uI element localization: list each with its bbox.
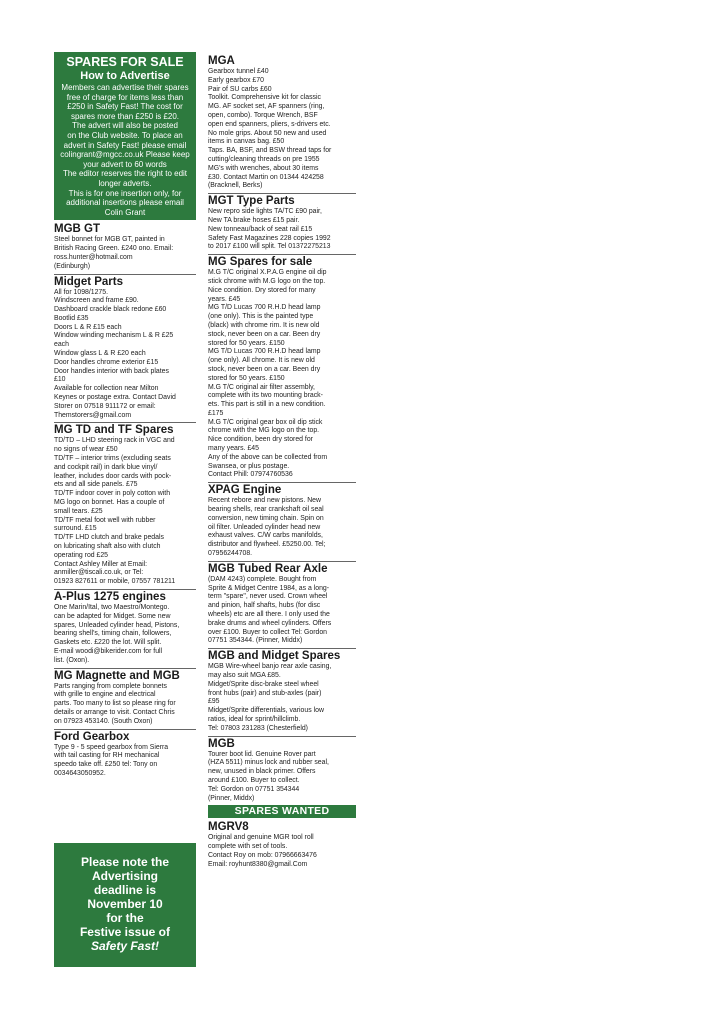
text-line: Storer on 07518 911172 or email: — [54, 402, 156, 410]
text-line: Tel: 07803 231283 (Chesterfield) — [208, 724, 308, 732]
text-line: over £100. Buyer to collect Tel: Gordon — [208, 628, 327, 636]
text-line: and cockpit rail) in dark blue vinyl/ — [54, 463, 158, 471]
text-line: All for 1098/1275. — [54, 288, 109, 296]
text-line: open, combo). Torque Wrench, BSF — [208, 111, 318, 119]
deadline-italic: Safety Fast! — [90, 939, 160, 953]
text-line: anmiller@tiscali.co.uk, or Tel: — [54, 569, 144, 577]
text-line: wheels) etc are all there. I only used the — [208, 611, 330, 619]
text-line: 01923 827611 or mobile, 07557 781211 — [54, 578, 176, 586]
text-line: bearing shells, rear crankshaft oil seal — [208, 506, 324, 514]
listing-heading: MGB Tubed Rear Axle — [208, 561, 356, 576]
text-line: speedo take off. £250 tel: Tony on — [54, 761, 158, 769]
text-line: Gearbox tunnel £40 — [208, 68, 269, 75]
text-line: Door handles interior with back plates — [54, 367, 169, 375]
text-line: MG's with wrenches, about 30 items — [208, 164, 319, 172]
text-line: (one only). This is the painted type — [208, 313, 314, 321]
text-line: (Bracknell, Berks) — [208, 182, 263, 190]
text-line: brake drums and wheel cylinders. Offers — [208, 619, 332, 627]
listing-section — [208, 648, 356, 733]
listing-section — [208, 482, 356, 559]
text-line: complete with its two mounting brack- — [208, 392, 323, 400]
text-line: The advert will also be posted — [72, 121, 178, 131]
text-line: exhaust valves. C/W carbs manifolds, — [208, 532, 323, 540]
text-line: (Pinner, Middx) — [208, 794, 255, 802]
listing-body — [208, 497, 356, 559]
text-line: Please note the — [80, 855, 170, 869]
listing-body — [54, 744, 196, 779]
text-line: MG T/D Lucas 700 R.H.D head lamp — [208, 348, 321, 356]
text-line: list. (Oxon). — [54, 656, 90, 664]
listing-heading: MG Spares for sale — [208, 254, 356, 269]
listing-section — [208, 193, 356, 252]
text-line: Email: royhunt8380@gmail.Com — [208, 860, 308, 868]
text-line: Recent rebore and new pistons. New — [208, 497, 321, 505]
text-line: New TA brake hoses £15 pair. — [208, 216, 300, 224]
text-line: TD/TF LHD clutch and brake pedals — [54, 534, 164, 542]
text-line: MG logo on bonnet. Has a couple of — [54, 499, 165, 507]
listing-heading: Ford Gearbox — [54, 729, 196, 744]
text-line: surround. £15 — [54, 525, 97, 533]
text-line: Themstorers@gmail.com — [54, 411, 132, 419]
text-line: free of charge for items less than — [66, 92, 184, 102]
listing-body — [208, 208, 356, 252]
text-line: TD/TF metal foot well with rubber — [54, 516, 156, 524]
text-line: open end spanners, pliers, s-drivers etc. — [208, 120, 331, 128]
listing-heading: MG TD and TF Spares — [54, 422, 196, 437]
listing-body — [208, 576, 356, 646]
listing-section — [54, 422, 196, 587]
text-line: MG. AF socket set, AF spanners (ring, — [208, 103, 325, 111]
text-line: 07956244708. — [208, 550, 253, 558]
listing-section — [208, 254, 356, 480]
text-line: and pinion, half shafts, hubs (for disc — [208, 602, 321, 610]
text-line: bearing shell's, timing chain, followers, — [54, 630, 172, 638]
listing-section — [208, 736, 356, 804]
text-line: Doors L & R £15 each — [54, 323, 122, 331]
text-line: British Racing Green. £240 ono. Email: — [54, 245, 174, 253]
text-line: additional insertions please email — [66, 198, 184, 208]
text-line: stored for 50 years. £150 — [208, 374, 285, 382]
text-line: MGB Wire-wheel banjo rear axle casing, — [208, 663, 332, 671]
listing-heading: Midget Parts — [54, 274, 196, 289]
text-line: No mole grips. About 50 new and used — [208, 129, 327, 137]
text-line: items in canvas bag. £50 — [208, 138, 285, 146]
text-line: TD/TF – interior trims (excluding seats — [54, 455, 171, 463]
text-line: Type 9 - 5 speed gearbox from Sierra — [54, 743, 169, 751]
listing-heading: XPAG Engine — [208, 482, 356, 497]
text-line: deadline is — [93, 883, 157, 897]
text-line: Door handles chrome exterior £15 — [54, 358, 159, 366]
text-line: with grille to engine and electrical — [54, 691, 156, 699]
text-line: Bootlid £35 — [54, 314, 89, 322]
text-line: advert in Safety Fast! please email — [63, 140, 187, 150]
left-listings — [54, 222, 196, 778]
how-to-advertise-text — [57, 83, 193, 217]
text-line: new, unused in black primer. Offers — [208, 768, 316, 776]
text-line: M.G T/C original X.P.A.G engine oil dip — [208, 269, 327, 277]
wanted-text — [208, 834, 356, 869]
text-line: (black) with chrome rim. It is new old — [208, 321, 320, 329]
deadline-notice — [54, 843, 196, 967]
text-line: operating rod £25 — [54, 551, 109, 559]
text-line: Advertising — [91, 869, 158, 883]
text-line: term "spare", never used. Crown wheel — [208, 593, 328, 601]
listing-section — [54, 222, 196, 271]
text-line: no signs of wear £50 — [54, 446, 118, 454]
text-line: Taps. BA, BSF, and BSW thread taps for — [208, 147, 332, 155]
text-line: Available for collection near Milton — [54, 385, 159, 393]
text-line: Window glass L & R £20 each — [54, 350, 146, 358]
text-line: Pair of SU carbs £60 — [208, 85, 272, 93]
text-line: stock, never been on a car. Been dry — [208, 365, 321, 373]
text-line: Toolkit. Comprehensive kit for classic — [208, 94, 321, 102]
text-line: ets. This part is still in a new condition. — [208, 401, 326, 409]
left-column — [54, 52, 196, 779]
text-line: distributor and flywheel. £5250.00. Tel; — [208, 541, 326, 549]
text-line: Tel: Gordon on 07751 354344 — [208, 785, 300, 793]
text-line: stick chrome with M.G logo on the top. — [208, 277, 326, 285]
text-line: One Marin/Ital, two Maestro/Montego. — [54, 604, 170, 611]
text-line: (HZA 5511) minus lock and rubber seal, — [208, 759, 329, 767]
text-line: £10 — [54, 376, 66, 384]
text-line: Nice condition. Dry stored for many — [208, 286, 316, 294]
text-line: This is for one insertion only, for — [68, 188, 182, 198]
text-line: TD/TF indoor cover in poly cotton with — [54, 490, 171, 498]
text-line: stock, never been on a car. Been dry — [208, 330, 321, 338]
listing-body — [208, 663, 356, 733]
text-line: front hubs (pair) and stub-axles (pair) — [208, 689, 322, 697]
listing-section — [54, 274, 196, 421]
listing-heading: MGA — [208, 55, 235, 67]
text-line: Keynes or postage extra. Contact David — [54, 394, 176, 402]
listing-heading: MG Magnette and MGB — [54, 668, 196, 683]
text-line: around £100. Buyer to collect. — [208, 776, 300, 784]
text-line: Tourer boot lid. Genuine Rover part — [208, 750, 316, 758]
text-line: £95 — [208, 698, 220, 706]
text-line: November 10 — [87, 897, 163, 911]
text-line: Gaskets etc. £220 the lot. Will split. — [54, 639, 162, 647]
text-line: Members can advertise their spares — [61, 83, 189, 92]
text-line: Contact Roy on mob: 07966663476 — [208, 851, 317, 859]
text-line: each — [54, 341, 69, 349]
text-line: complete with set of tools. — [208, 843, 288, 851]
listing-body — [54, 289, 196, 421]
text-line: Window winding mechanism L & R £25 — [54, 332, 174, 340]
text-line: oil filter. Unleaded cylinder head new — [208, 523, 321, 531]
text-line: parts. Too many to list so please ring for — [54, 700, 176, 708]
text-line: cutting/cleaning threads on pre 1955 — [208, 155, 320, 163]
text-line: Any of the above can be collected from — [208, 453, 328, 461]
text-line: 07751 354344. (Pinner, Middx) — [208, 637, 303, 645]
text-line: Dashboard crackle black redone £60 — [54, 306, 167, 314]
text-line: conversion, new timing chain. Spin on — [208, 514, 324, 522]
right-listings — [208, 54, 356, 803]
text-line: £250 in Safety Fast! The cost for — [67, 102, 183, 112]
text-line: Festive issue of — [79, 925, 171, 939]
text-line: Early gearbox £70 — [208, 76, 264, 84]
listing-heading: A-Plus 1275 engines — [54, 589, 196, 604]
listing-section — [54, 729, 196, 779]
text-line: for the — [106, 911, 144, 925]
listing-body — [54, 236, 196, 271]
text-line: Original and genuine MGR tool roll — [208, 834, 314, 842]
listing-body — [208, 68, 356, 191]
text-line: Midget/Sprite differentials, various low — [208, 707, 324, 715]
text-line: details or arrange to visit. Contact Chris — [54, 708, 175, 716]
wanted-heading: MGRV8 — [208, 821, 249, 834]
text-line: TD/TD – LHD steering rack in VGC and — [54, 437, 175, 445]
text-line: The editor reserves the right to edit — [62, 169, 188, 179]
text-line: £30. Contact Martin on 01344 424258 — [208, 173, 324, 181]
listing-body — [208, 751, 356, 804]
text-line: (one only). All chrome. It is new old — [208, 357, 315, 365]
text-line: leather, includes door cards with pock- — [54, 472, 172, 480]
text-line: Safety Fast Magazines 228 copies 1992 — [208, 234, 331, 242]
text-line: on lubricating shaft also with clutch — [54, 543, 161, 551]
listing-section — [54, 668, 196, 727]
text-line: Midget/Sprite disc-brake steel wheel — [208, 680, 319, 688]
text-line: ratios, ideal for sprint/hillclimb. — [208, 716, 301, 723]
text-line: may also suit MGA £85. — [208, 672, 281, 680]
text-line: Sprite & Midget Centre 1984, as a long- — [208, 584, 330, 592]
text-line: ets and all side panels. £75 — [54, 481, 138, 489]
listing-body — [54, 604, 196, 666]
how-to-advertise-heading: How to Advertise — [80, 70, 170, 82]
listing-section — [208, 54, 356, 191]
text-line: £175 — [208, 409, 224, 417]
listing-body — [54, 683, 196, 727]
text-line: to 2017 £100 will split. Tel 01372275213 — [208, 243, 331, 251]
text-line: stored for 50 years. £150 — [208, 339, 285, 347]
text-line: colingrant@mgcc.co.uk Please keep — [60, 150, 190, 160]
text-line: New tonneau/back of seat rail £15 — [208, 225, 313, 233]
text-line: M.G T/C original air filter assembly, — [208, 383, 315, 391]
spares-for-sale-title: SPARES FOR SALE — [66, 55, 184, 69]
listing-section — [54, 589, 196, 666]
text-line: many years. £45 — [208, 445, 259, 453]
text-line: Windscreen and frame £90. — [54, 297, 139, 305]
listing-heading: MGB and Midget Spares — [208, 648, 356, 663]
text-line: Swansea, or plus postage. — [208, 462, 290, 470]
text-line: spares more than £250 is £20. — [70, 111, 180, 121]
text-line: chrome with the MG logo on the top. — [208, 427, 320, 435]
text-line: MG T/D Lucas 700 R.H.D head lamp — [208, 304, 321, 312]
text-line: Steel bonnet for MGB GT, painted in — [54, 236, 165, 244]
text-line: spares, Unleaded cylinder head, Pistons, — [54, 621, 180, 629]
listing-body — [208, 269, 356, 480]
text-line: can be adapted for Midget. Some new — [54, 612, 171, 620]
listing-heading: MGB — [208, 736, 356, 751]
text-line: Nice condition, been dry stored for — [208, 436, 313, 444]
listing-section — [208, 561, 356, 646]
text-line: with tail casting for RH mechanical — [54, 752, 160, 760]
spares-wanted-bar: SPARES WANTED — [208, 805, 356, 818]
text-line: Contact Ashley Miller at Email: — [54, 560, 148, 568]
text-line: (DAM 4243) complete. Bought from — [208, 575, 317, 583]
listing-body — [54, 437, 196, 587]
text-line: ross.hunter@hotmail.com — [54, 253, 133, 261]
text-line: E-mail woodi@bikerider.com for full — [54, 647, 163, 655]
text-line: Colin Grant — [104, 207, 146, 217]
text-line: 0034643050952. — [54, 769, 106, 777]
text-line: Parts ranging from complete bonnets — [54, 682, 167, 690]
text-line: M.G T/C original gear box oil dip stick — [208, 418, 323, 426]
listing-heading: MGT Type Parts — [208, 193, 356, 208]
how-to-advertise-box — [54, 52, 196, 220]
text-line: longer adverts. — [98, 178, 152, 188]
text-line: New repro side lights TA/TC £90 pair, — [208, 208, 322, 216]
text-line: small tears. £25 — [54, 507, 103, 515]
text-line: your advert to 60 words — [83, 159, 167, 169]
text-line: on 07923 453140. (South Oxon) — [54, 717, 153, 725]
text-line: years. £45 — [208, 295, 241, 303]
listing-heading: MGB GT — [54, 223, 100, 236]
text-line: on the Club website. To place an — [67, 130, 183, 140]
text-line: (Edinburgh) — [54, 262, 91, 270]
text-line: Contact Phill: 07974760536 — [208, 471, 293, 479]
right-column — [208, 52, 356, 870]
